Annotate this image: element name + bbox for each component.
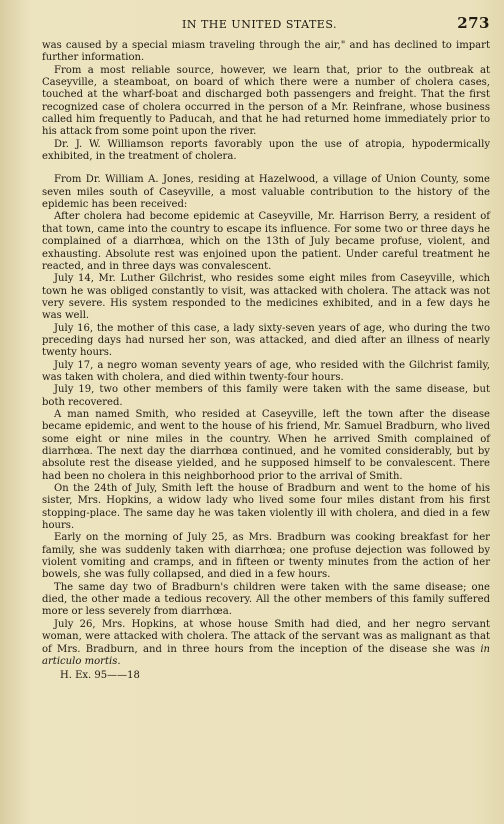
- running-header: [42, 14, 490, 32]
- paragraph: On the 24th of July, Smith left the house of Bradburn and went to the home of his sister, Mrs. Hopkins, a widow lady who lived some four miles distant from his first stopping-place. The same day he was taken violently ill with cholera, and died in a few hours.: [42, 483, 490, 532]
- paragraph: Early on the morning of July 25, as Mrs. Bradburn was cooking breakfast for her family, she was suddenly taken with diarrhœa; one profuse dejection was followed by violent vomiting and cramps, and in fifteen or twenty minutes from the action of her bowels, she was fully collapsed, and died in a few hours.: [42, 532, 490, 581]
- latin-phrase: in articulo mortis.: [42, 643, 490, 667]
- paragraph-last: [42, 619, 490, 668]
- paragraph: July 19, two other members of this family were taken with the same disease, but both recovered.: [42, 384, 490, 408]
- paragraph: July 17, a negro woman seventy years of age, who resided with the Gilchrist family, was taken with cholera, and died within twenty-four hours.: [42, 359, 490, 383]
- paragraph-continued: was caused by a special miasm traveling through the air," and has declined to impart further information.: [42, 40, 490, 64]
- paragraph: July 14, Mr. Luther Gilchrist, who resides some eight miles from Caseyville, which town he was obliged constantly to visit, was attacked with cholera. The attack was not very severe. His system responded to the medicines exhibited, and in a few days he was well.: [42, 273, 490, 322]
- paragraph-text: July 26, Mrs. Hopkins, at whose house Smith had died, and her negro servant woman, were attacked with cholera. The attack of the servant was as malignant as that of Mrs. Bradburn, and in three hours from the inception of the disease she was: [42, 618, 490, 655]
- paragraph: The same day two of Bradburn's children were taken with the same disease; one died, the other made a tedious recovery. All the other members of this family suffered more or less severely from diarrhœa.: [42, 581, 490, 618]
- paragraph: A man named Smith, who resided at Caseyville, left the town after the disease became epidemic, and went to the house of his friend, Mr. Samuel Bradburn, who lived some eight or nine miles in the country. When he arrived Smith complained of diarrhœa. The next day the diarrhœa continued, and he vomited considerably, but by absolute rest the disease yielded, and he supposed himself to be convalescent. There had been no cholera in this neighborhood prior to the arrival of Smith.: [42, 408, 490, 482]
- paragraph: From a most reliable source, however, we learn that, prior to the outbreak at Caseyville, a steamboat, on board of which there were a number of cholera cases, touched at the wharf-boat and discharged both passengers and freight. That the first recognized case of cholera occurred in the person of a Mr. Reinfrane, whose business called him frequently to Paducah, and that he had returned home immediately prior to his attack from some point upon the river.: [42, 64, 490, 138]
- paragraph: From Dr. William A. Jones, residing at Hazelwood, a village of Union County, some seven miles south of Caseyville, a most valuable contribution to the history of the epidemic has been received:: [42, 174, 490, 211]
- body-text: [42, 40, 490, 668]
- paragraph: Dr. J. W. Williamson reports favorably upon the use of atropia, hypodermically exhibited, in the treatment of cholera.: [42, 138, 490, 163]
- signature-mark: H. Ex. 95——18: [60, 670, 140, 682]
- page-number: 273: [457, 14, 490, 32]
- paragraph: July 16, the mother of this case, a lady sixty-seven years of age, who during the two preceding days had nursed her son, was attacked, and died after an illness of nearly twenty hours.: [42, 322, 490, 359]
- running-title: IN THE UNITED STATES.: [182, 18, 337, 31]
- paragraph: After cholera had become epidemic at Caseyville, Mr. Harrison Berry, a resident of that town, came into the country to escape its influence. For some two or three days he complained of a diarrhœa, which on the 13th of July became profuse, violent, and exhausting. Absolute rest was enjoined upon the patient. Under careful treatment he reacted, and in three days was convalescent.: [42, 211, 490, 272]
